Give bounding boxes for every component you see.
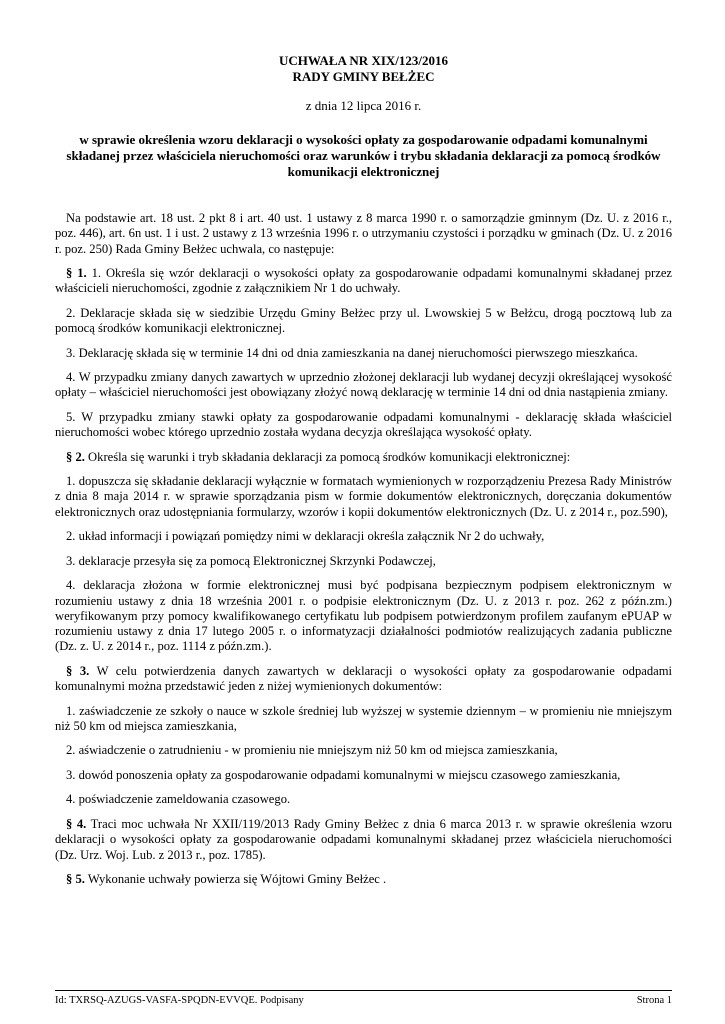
paragraph-3-1: 1. zaświadczenie ze szkoły o nauce w szkole średniej lub wyższej w systemie dziennym – w promieniu nie mniejszym niż 50 km od miejsca zamieszkania,: [55, 703, 672, 733]
paragraph-1-4: 4. W przypadku zmiany danych zawartych w uprzednio złożonej deklaracji lub wydanej decyzji określającej wysokość opłaty – właściciel nieruchomości jest obowiązany złożyć nową deklarację w terminie 14 dni od dnia nastąpienia zmiany.: [55, 370, 672, 400]
paragraph-2-3: 3. deklaracje przesyła się za pomocą Elektronicznej Skrzynki Podawczej,: [66, 553, 436, 568]
paragraph-4: [55, 817, 672, 863]
section-label: § 4.: [66, 816, 87, 831]
footer-divider: [55, 990, 672, 991]
paragraph-1-5: 5. W przypadku zmiany stawki opłaty za gospodarowanie odpadami komunalnymi - deklarację składa właściciel nieruchomości wobec którego uprzednio została wydana decyzja określająca wysokość opłaty.: [55, 409, 672, 440]
resolution-subject: w sprawie określenia wzoru deklaracji o wysokości opłaty za gospodarowanie odpadami komunalnymi składanej przez właściciela nieruchomości oraz warunków i trybu składania deklaracji za pomocą środków komunikacji elektronicznej: [66, 132, 661, 180]
preamble: Na podstawie art. 18 ust. 2 pkt 8 i art. 40 ust. 1 ustawy z 8 marca 1990 r. o samorządzie gminnym (Dz. U. z 2016 r., poz. 446), art. 6n ust. 1 i ust. 2 ustawy z 13 września 1996 r. o utrzymaniu czystości i porządku w gminach (Dz. U. z 2016 r. poz. 250) Rada Gminy Bełżec uchwala, co następuje:: [55, 211, 672, 256]
paragraph-3: [55, 664, 672, 695]
resolution-body: [55, 211, 672, 896]
paragraph-text: 1. Określa się wzór deklaracji o wysokości opłaty za gospodarowanie odpadami komunalnymi składanej przez właścicieli nieruchomości, zgodnie z załącznikiem Nr 1 do uchwały.: [55, 266, 673, 296]
paragraph-1-2: 2. Deklaracje składa się w siedzibie Urzędu Gminy Bełżec przy ul. Lwowskiej 5 w Bełżcu, drogą pocztową lub za pomocą środków komunikacji elektronicznej.: [55, 305, 672, 336]
section-label: § 3.: [66, 663, 90, 678]
resolution-date: z dnia 12 lipca 2016 r.: [305, 98, 422, 113]
paragraph-1-1: [55, 266, 672, 297]
paragraph-text: Określa się warunki i tryb składania deklaracji za pomocą środków komunikacji elektronicznej:: [88, 449, 571, 464]
paragraph-2-1: 1. dopuszcza się składanie deklaracji wyłącznie w formatach wymienionych w rozporządzeniu Prezesa Rady Ministrów z dnia 8 maja 2014 r. w sprawie sporządzania pism w formie dokumentów elektronicznych, doręczania dokumentów elektronicznych oraz udostępniania formularzy, wzorów i kopii dokumentów elektronicznych (Dz. U. z 2014 r., poz.590),: [55, 474, 672, 519]
paragraph-2: [55, 450, 672, 465]
paragraph-2-2: 2. układ informacji i powiązań pomiędzy nimi w deklaracji określa załącznik Nr 2 do uchwały,: [66, 529, 545, 544]
council-name: RADY GMINY BEŁŻEC: [292, 68, 435, 84]
document-page: [55, 0, 672, 1024]
paragraph-text: Wykonanie uchwały powierza się Wójtowi Gminy Bełżec .: [87, 871, 387, 886]
paragraph-1-3: 3. Deklarację składa się w terminie 14 dni od dnia zamieszkania na danej nieruchomości pierwszego mieszkańca.: [66, 345, 638, 360]
document-id: Id: TXRSQ-AZUGS-VASFA-SPQDN-EVVQE. Podpisany: [55, 995, 304, 1006]
paragraph-text: W celu potwierdzenia danych zawartych w deklaracji o wysokości opłaty za gospodarowanie odpadami komunalnymi można przedstawić jeden z niżej wymienionych dokumentów:: [55, 663, 673, 694]
section-label: § 2.: [66, 449, 85, 464]
section-label: § 1.: [66, 266, 87, 281]
paragraph-5: [55, 872, 672, 887]
paragraph-3-2: 2. aświadczenie o zatrudnieniu - w promieniu nie mniejszym niż 50 km od miejsca zamieszkania,: [66, 743, 558, 758]
paragraph-3-4: 4. poświadczenie zameldowania czasowego.: [66, 792, 291, 807]
paragraph-3-3: 3. dowód ponoszenia opłaty za gospodarowanie odpadami komunalnymi w miejscu czasowego zamieszkania,: [66, 767, 621, 782]
resolution-header: [55, 53, 672, 84]
resolution-title: UCHWAŁA NR XIX/123/2016: [278, 53, 448, 68]
paragraph-2-4: 4. deklaracja złożona w formie elektronicznej musi być podpisana bezpiecznym podpisem elektronicznym w rozumieniu ustawy z dnia 18 września 2001 r. o podpisie elektronicznym (Dz. U. z 2013 r. poz. 262 z późn.zm.) weryfikowanym przy pomocy kwalifikowanego certyfikatu lub podpisem potwierdzonym profilem zaufanym ePUAP w rozumieniu ustawy z dnia 17 lutego 2005 r. o informatyzacji działalności podmiotów realizujących zadania publiczne (Dz. z. U. z 2014 r., poz. 1114 z późn.zm.).: [55, 578, 672, 654]
paragraph-text: Traci moc uchwała Nr XXII/119/2013 Rady Gminy Bełżec z dnia 6 marca 2013 r. w sprawie określenia wzoru deklaracji o wysokości opłaty za gospodarowanie odpadami komunalnymi składanej przez właściciela nieruchomości (Dz. Urz. Woj. Lub. z 2013 r., poz. 1785).: [55, 816, 673, 862]
page-number: Strona 1: [636, 995, 672, 1006]
section-label: § 5.: [66, 871, 85, 886]
